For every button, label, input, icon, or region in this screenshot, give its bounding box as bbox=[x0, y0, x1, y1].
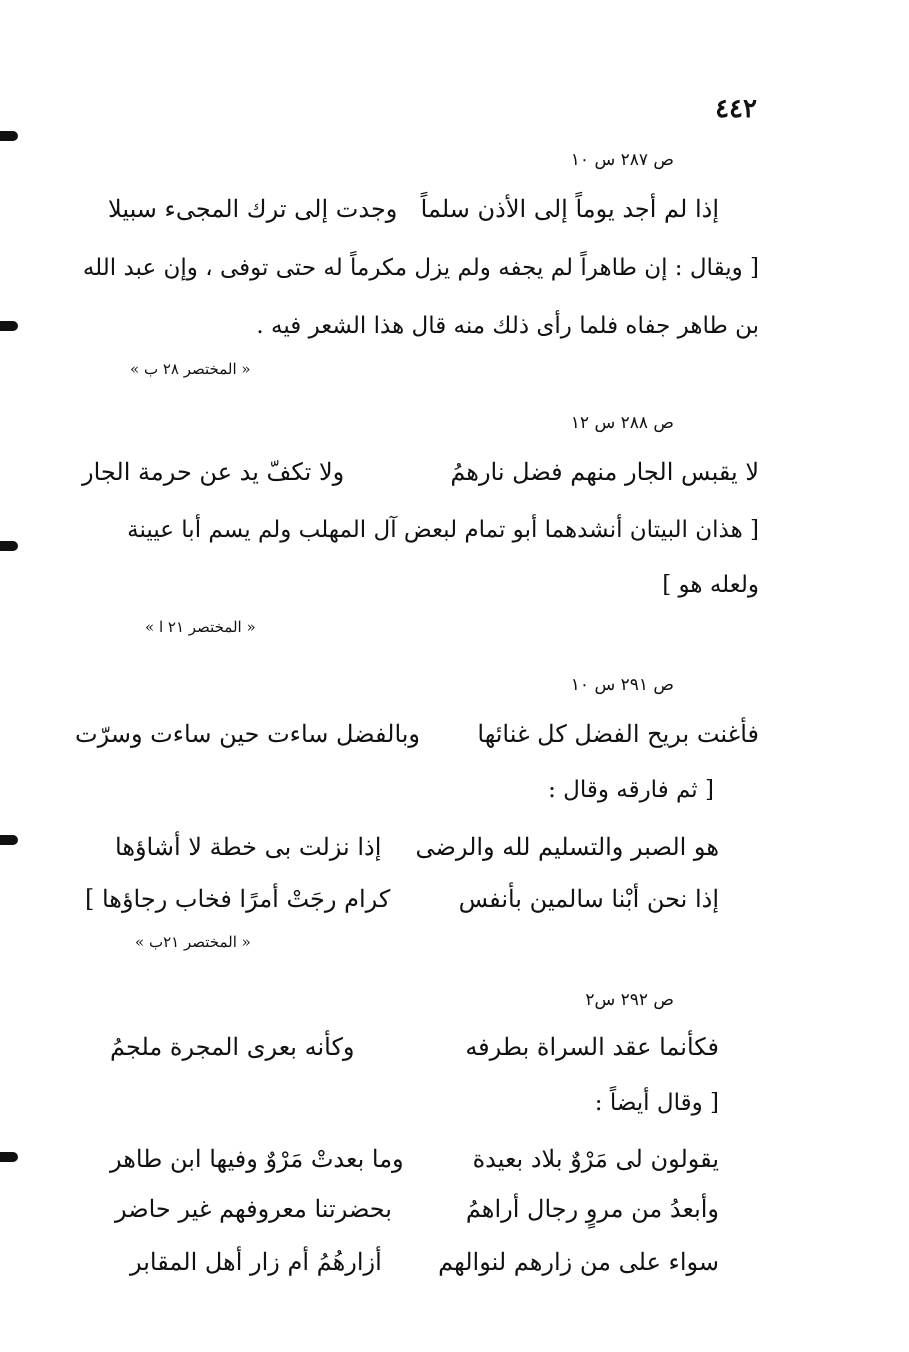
verse-first-hemistich: يقولون لى مَرْوٌ بلاد بعيدة bbox=[472, 1145, 719, 1173]
verse-second-hemistich: وكأنه بعرى المجرة ملجمُ bbox=[110, 1033, 355, 1061]
margin-mark bbox=[0, 1152, 18, 1162]
margin-mark bbox=[0, 541, 18, 551]
commentary-line: [ ويقال : إن طاهراً لم يجفه ولم يزل مكرماً له حتى توفى ، وإن عبد الله bbox=[82, 255, 759, 281]
verse-second-hemistich: أزارهُمُ أم زار أهل المقابر bbox=[130, 1248, 382, 1276]
reference-label: ص ٢٩١ س ١٠ bbox=[570, 675, 674, 695]
commentary-line: بن طاهر جفاه فلما رأى ذلك منه قال هذا الشعر فيه . bbox=[256, 313, 759, 339]
verse-second-hemistich: بحضرتنا معروفهم غير حاضر bbox=[115, 1195, 392, 1223]
commentary-line: [ وقال أيضاً : bbox=[594, 1090, 719, 1116]
reference-label: ص ٢٨٨ س ١٢ bbox=[570, 413, 674, 433]
verse-first-hemistich: لا يقبس الجار منهم فضل نارهمُ bbox=[450, 458, 759, 486]
margin-mark bbox=[0, 321, 18, 331]
reference-label: ص ٢٩٢ س٢ bbox=[585, 990, 674, 1010]
verse-first-hemistich: إذا نحن أبْنا سالمين بأنفس bbox=[458, 885, 719, 913]
verse-first-hemistich: سواء على من زارهم لنوالهم bbox=[438, 1248, 719, 1276]
reference-label: ص ٢٨٧ س ١٠ bbox=[570, 150, 674, 170]
verse-second-hemistich: كرام رجَتْ أمرًا فخاب رجاؤها ] bbox=[85, 885, 391, 913]
verse-second-hemistich: وبالفضل ساءت حين ساءت وسرّت bbox=[75, 720, 421, 748]
verse-first-hemistich: إذا لم أجد يوماً إلى الأذن سلماً bbox=[420, 195, 719, 223]
commentary-line: ولعله هو ] bbox=[662, 572, 759, 598]
source-citation: « المختصر ٢٨ ب » bbox=[130, 360, 251, 378]
page-number: ٤٤٢ bbox=[715, 94, 757, 124]
source-citation: « المختصر ٢١ ا » bbox=[145, 618, 256, 636]
verse-second-hemistich: وما بعدتْ مَرْوٌ وفيها ابن طاهر bbox=[110, 1145, 404, 1173]
verse-first-hemistich: فكأنما عقد السراة بطرفه bbox=[465, 1033, 719, 1061]
margin-mark bbox=[0, 131, 18, 141]
margin-mark bbox=[0, 835, 18, 845]
verse-second-hemistich: ولا تكفّ يد عن حرمة الجار bbox=[82, 458, 345, 486]
verse-first-hemistich: وأبعدُ من مروٍ رجال أراهمُ bbox=[465, 1195, 719, 1223]
verse-first-hemistich: فأغنت بريح الفضل كل غنائها bbox=[477, 720, 759, 748]
verse-second-hemistich: إذا نزلت بى خطة لا أشاؤها bbox=[115, 833, 382, 861]
verse-second-hemistich: وجدت إلى ترك المجىء سبيلا bbox=[108, 195, 398, 223]
commentary-line: [ ثم فارقه وقال : bbox=[548, 777, 714, 803]
commentary-line: [ هذان البيتان أنشدهما أبو تمام لبعض آل المهلب ولم يسم أبا عيينة bbox=[127, 517, 759, 543]
verse-first-hemistich: هو الصبر والتسليم لله والرضى bbox=[415, 833, 719, 861]
source-citation: « المختصر ٢١ب » bbox=[135, 933, 251, 951]
